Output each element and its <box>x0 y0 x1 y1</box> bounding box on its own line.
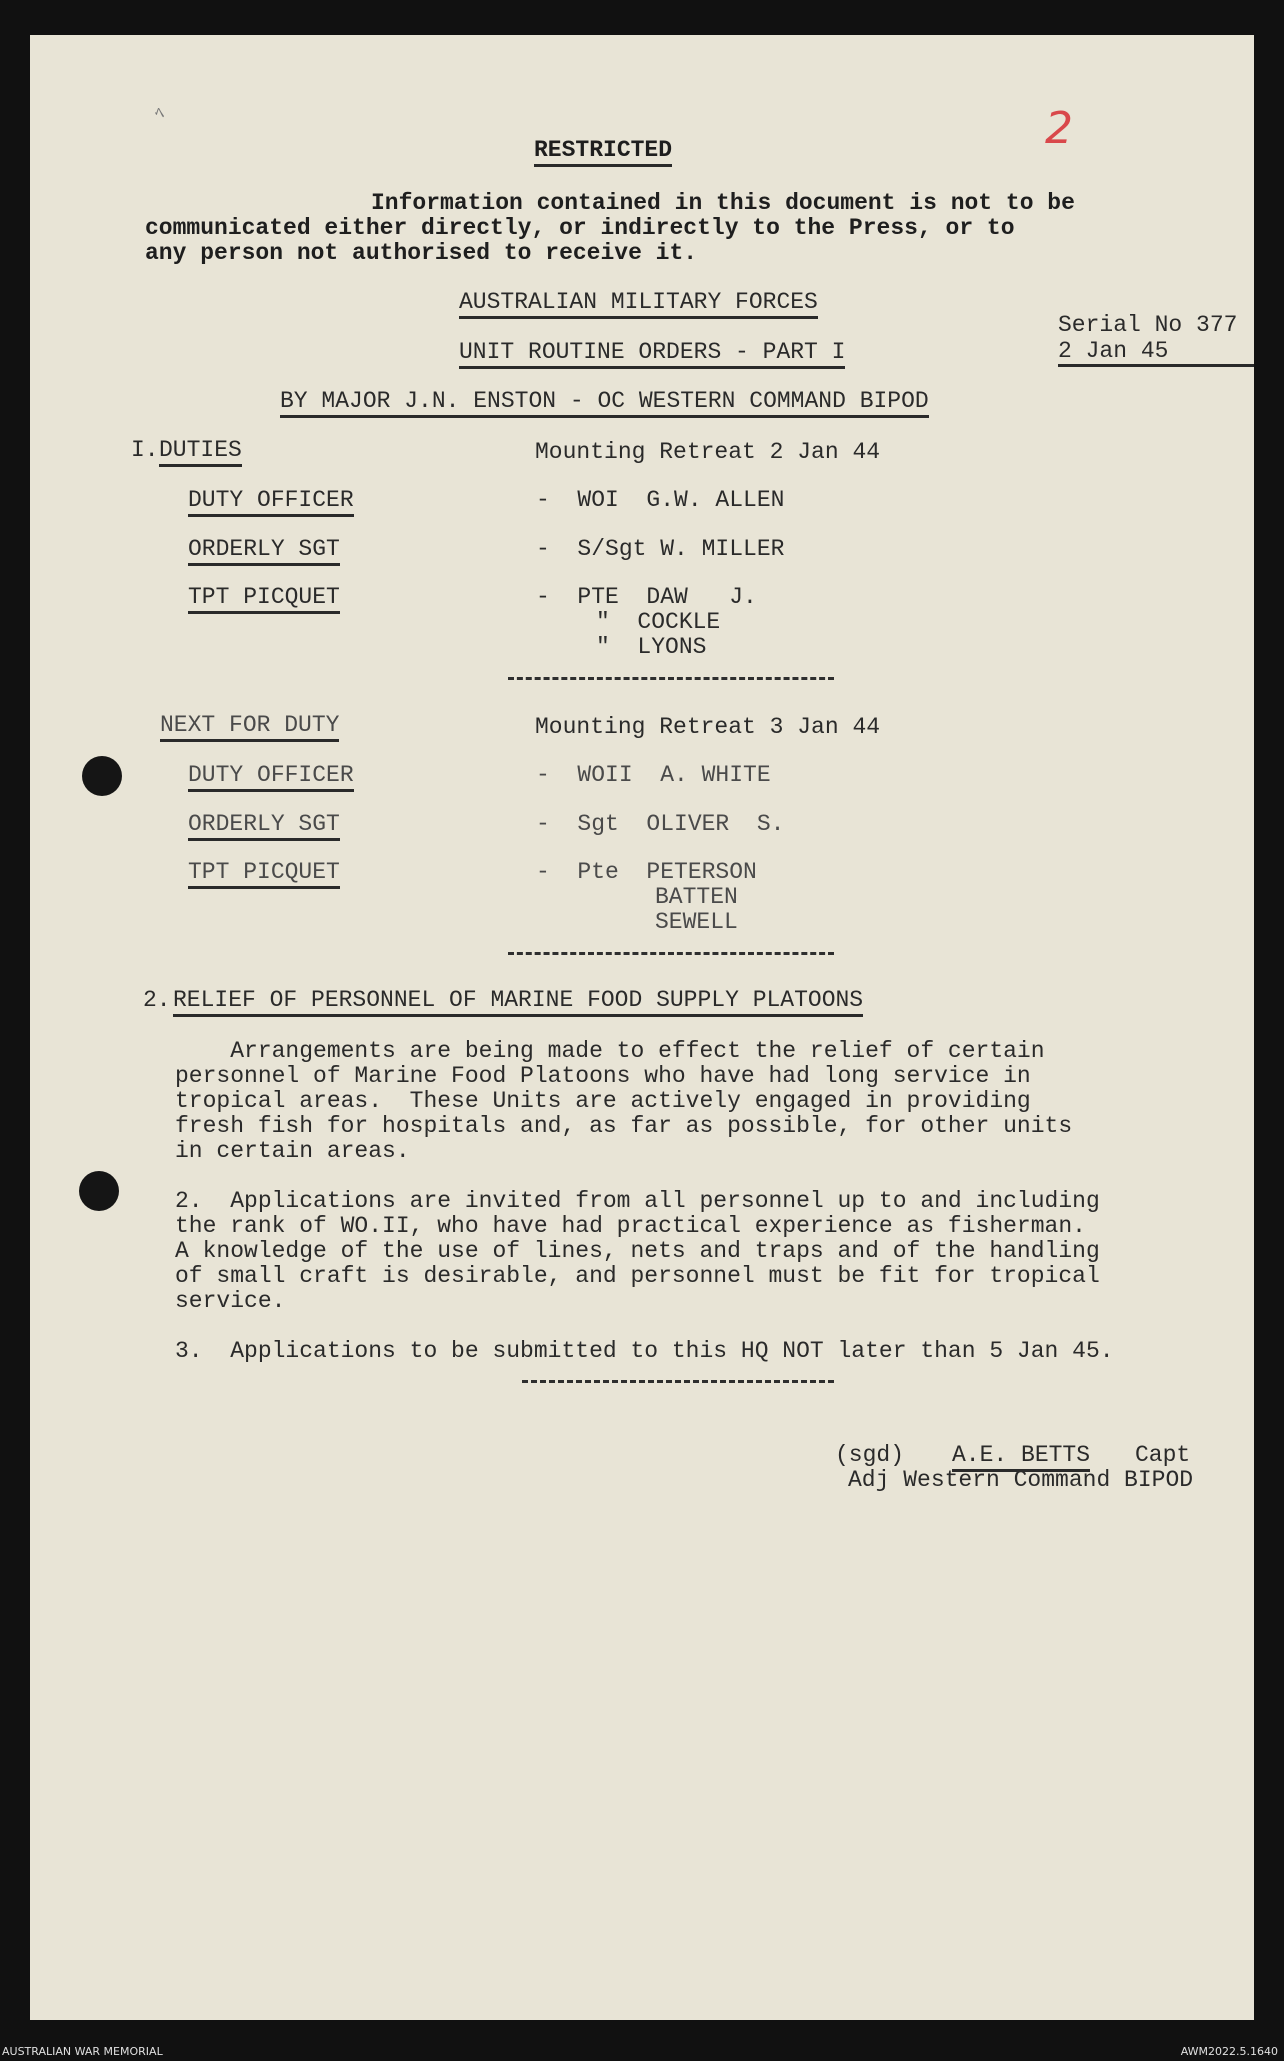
punch-hole <box>79 1171 119 1211</box>
tpt-picquet-extra-1: " COCKLE <box>596 609 721 635</box>
relief-para1-line-3: tropical areas. These Units are actively engaged in providing <box>175 1088 1031 1114</box>
relief-para1-line-2: personnel of Marine Food Platoons who have had long service in <box>175 1063 1031 1089</box>
section-divider <box>522 1380 834 1383</box>
serial-rule <box>1058 364 1254 367</box>
caveat-line-2: communicated either directly, or indirectly to the Press, or to <box>145 215 1015 241</box>
section-divider <box>508 952 834 955</box>
next-duty-officer-label: DUTY OFFICER <box>188 763 354 792</box>
caveat-line-1: Information contained in this document is not to be <box>371 190 1075 216</box>
next-tpt-picquet-extra-2: SEWELL <box>655 909 738 935</box>
relief-para2-line-3: A knowledge of the use of lines, nets and traps and of the handling <box>175 1238 1100 1264</box>
signature-appointment: Adj Western Command BIPOD <box>848 1467 1194 1493</box>
duties-mounting: Mounting Retreat 2 Jan 44 <box>535 439 881 465</box>
footer-accession-number: AWM2022.5.1640 <box>1180 2045 1278 2058</box>
restricted-marking: RESTRICTED <box>534 138 672 167</box>
by-line: BY MAJOR J.N. ENSTON - OC WESTERN COMMAND BIPOD <box>280 389 929 418</box>
order-date: 2 Jan 45 <box>1058 338 1169 364</box>
next-tpt-picquet-extra-1: BATTEN <box>655 884 738 910</box>
next-tpt-picquet-label: TPT PICQUET <box>188 860 340 889</box>
tpt-picquet-value: - PTE DAW J. <box>536 584 757 610</box>
next-orderly-sgt-label: ORDERLY SGT <box>188 812 340 841</box>
next-orderly-sgt-value: - Sgt OLIVER S. <box>536 811 785 837</box>
duties-heading: DUTIES <box>159 438 242 467</box>
signature-name: A.E. BETTS <box>952 1443 1090 1472</box>
serial-number: Serial No 377 <box>1058 312 1238 338</box>
tpt-picquet-extra-2: " LYONS <box>596 634 707 660</box>
next-tpt-picquet-value: - Pte PETERSON <box>536 859 757 885</box>
document-page <box>30 35 1254 2020</box>
duty-officer-value: - WOI G.W. ALLEN <box>536 487 785 513</box>
duties-heading-number: I. <box>131 437 159 463</box>
tpt-picquet-label: TPT PICQUET <box>188 585 340 614</box>
orders-title: UNIT ROUTINE ORDERS - PART I <box>459 340 845 369</box>
caveat-line-3: any person not authorised to receive it. <box>145 240 698 266</box>
relief-para1-line-4: fresh fish for hospitals and, as far as possible, for other units <box>175 1113 1073 1139</box>
next-duty-mounting: Mounting Retreat 3 Jan 44 <box>535 714 881 740</box>
tick-mark: ﾍ <box>155 105 164 125</box>
next-duty-officer-value: - WOII A. WHITE <box>536 762 771 788</box>
punch-hole <box>82 756 122 796</box>
footer-archive-name: AUSTRALIAN WAR MEMORIAL <box>2 2045 163 2058</box>
relief-para2-line-1: 2. Applications are invited from all personnel up to and including <box>175 1188 1100 1214</box>
relief-heading: RELIEF OF PERSONNEL OF MARINE FOOD SUPPLY PLATOONS <box>173 988 863 1017</box>
orderly-sgt-label: ORDERLY SGT <box>188 537 340 566</box>
signature-sgd: (sgd) <box>835 1442 905 1468</box>
duty-officer-label: DUTY OFFICER <box>188 488 354 517</box>
org-heading: AUSTRALIAN MILITARY FORCES <box>459 290 818 319</box>
relief-para2-line-5: service. <box>175 1288 286 1314</box>
next-duty-heading: NEXT FOR DUTY <box>160 713 339 742</box>
relief-para1-line-5: in certain areas. <box>175 1138 410 1164</box>
relief-para2-line-4: of small craft is desirable, and personnel must be fit for tropical <box>175 1263 1100 1289</box>
section-divider <box>508 677 834 680</box>
relief-heading-number: 2. <box>143 987 171 1013</box>
orderly-sgt-value: - S/Sgt W. MILLER <box>536 536 785 562</box>
relief-para1-line-1: Arrangements are being made to effect the relief of certain <box>175 1038 1045 1064</box>
page-number-mark: 2 <box>1045 103 1073 154</box>
relief-para2-line-2: the rank of WO.II, who have had practical experience as fisherman. <box>175 1213 1086 1239</box>
signature-rank: Capt <box>1135 1442 1191 1468</box>
relief-para3: 3. Applications to be submitted to this HQ NOT later than 5 Jan 45. <box>175 1338 1114 1364</box>
